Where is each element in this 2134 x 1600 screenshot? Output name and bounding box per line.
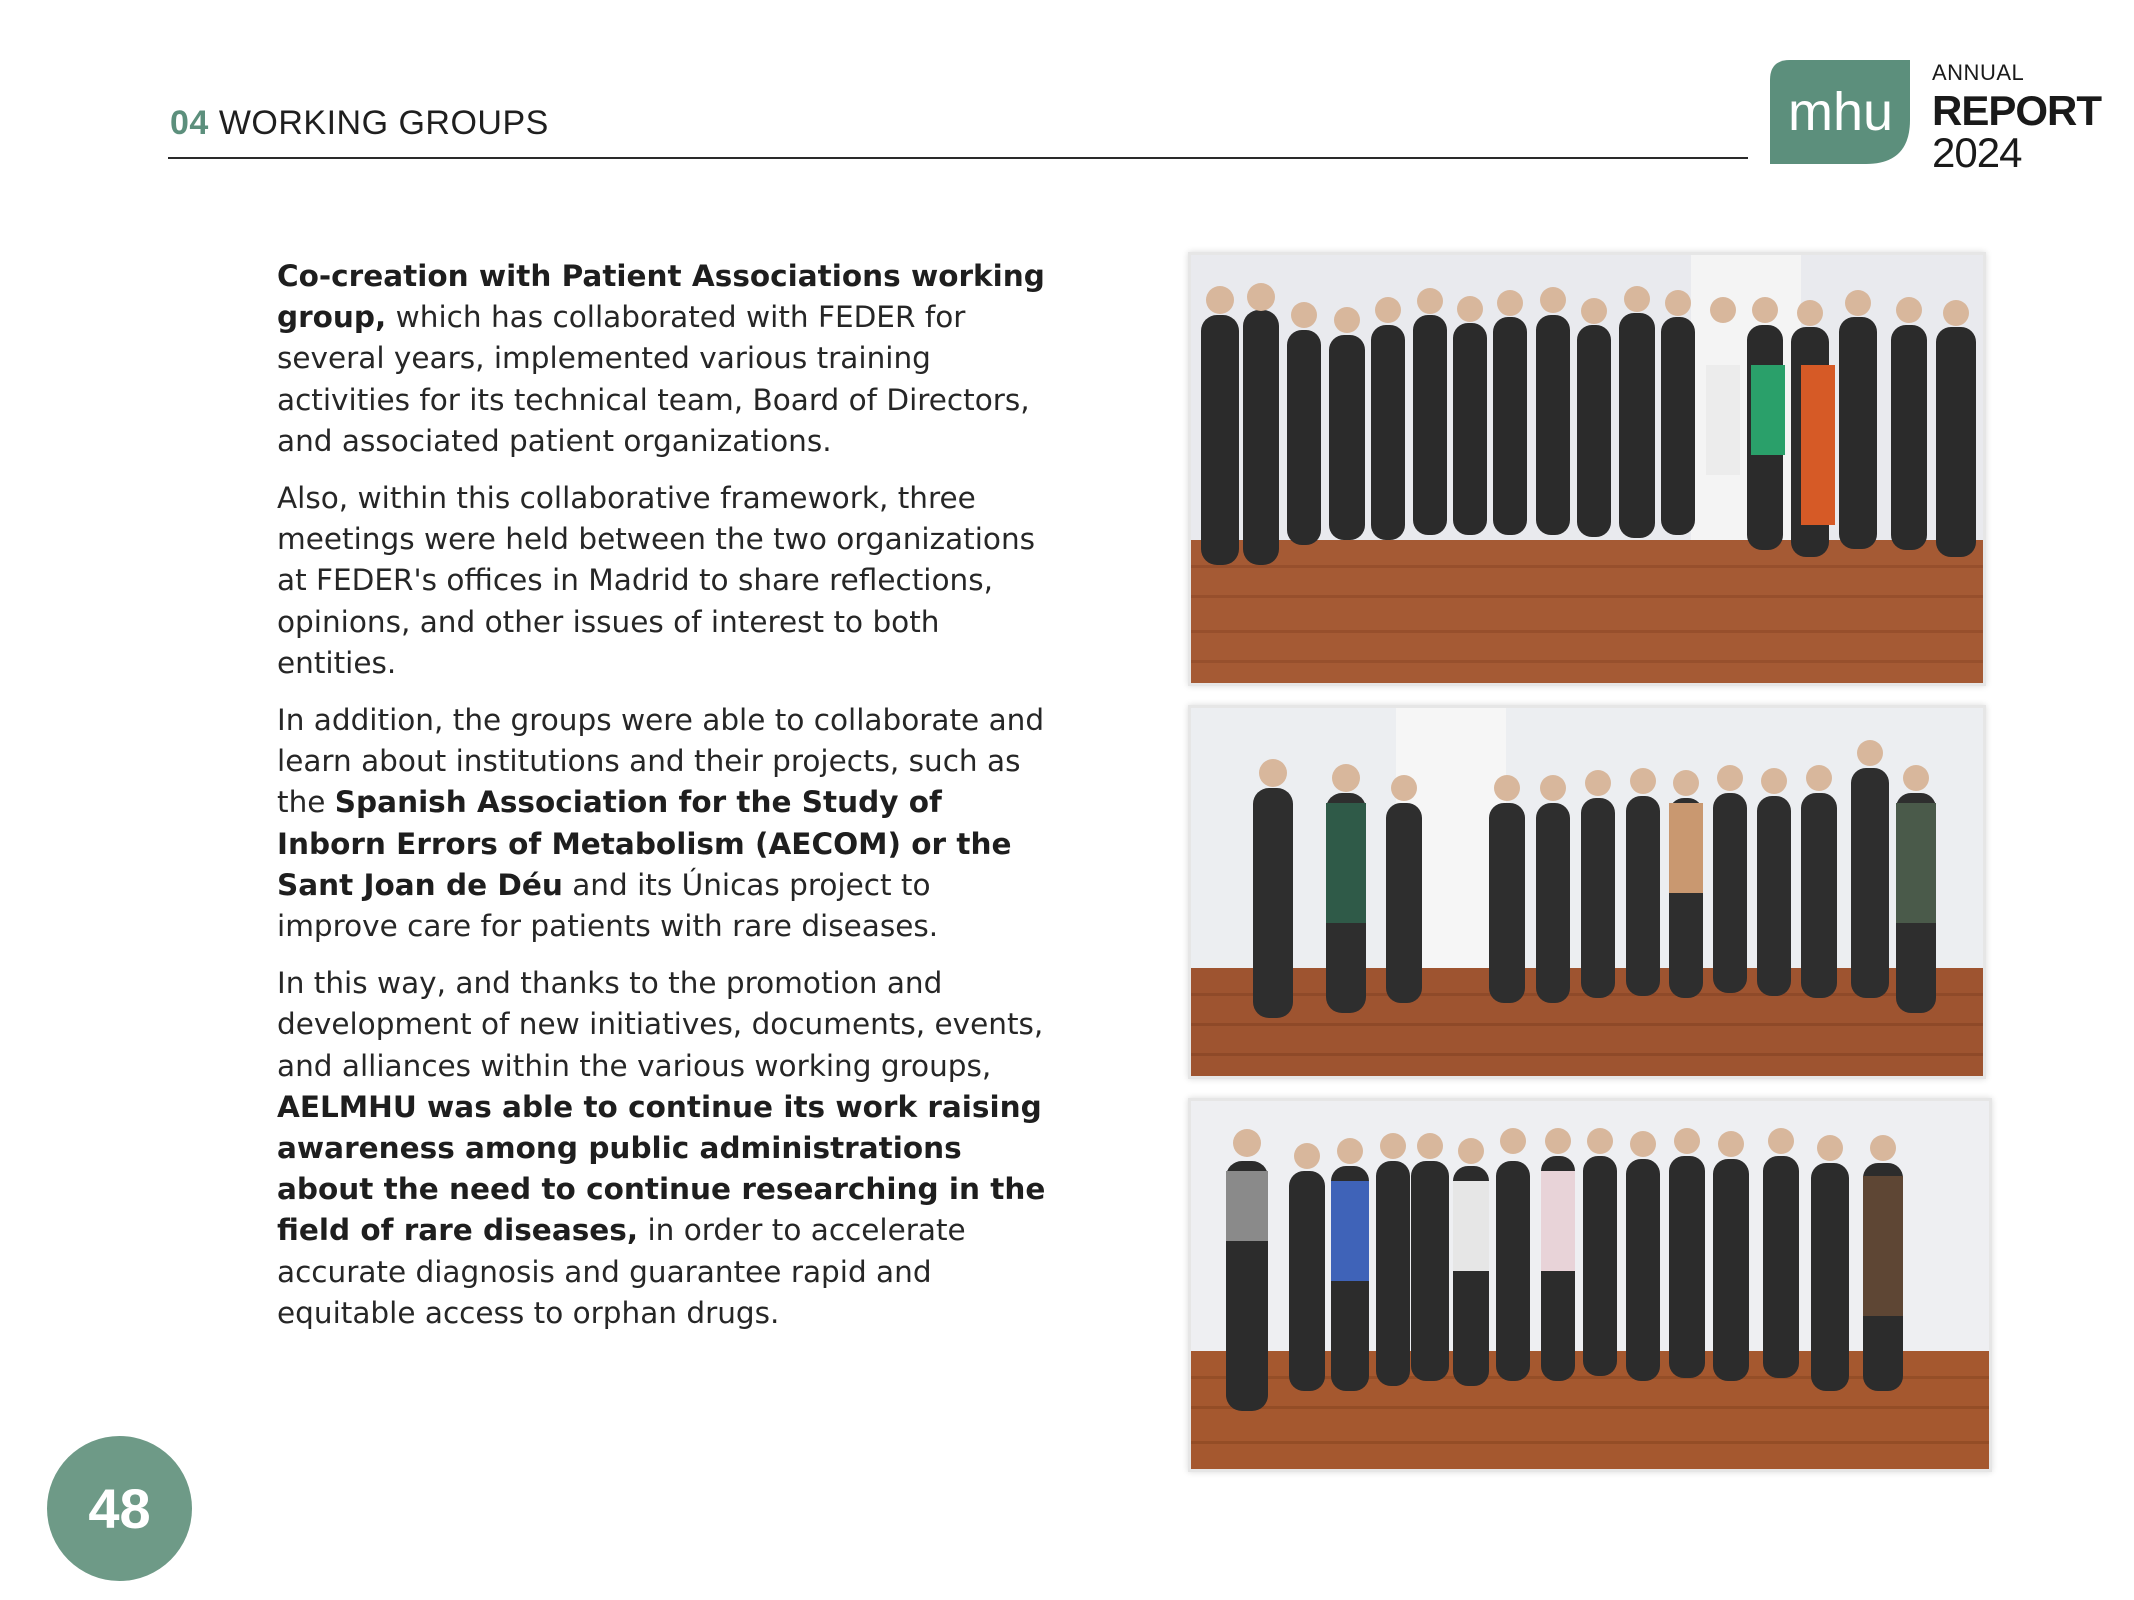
paragraph-1 <box>277 256 1057 462</box>
section-title: WORKING GROUPS <box>218 104 549 142</box>
paragraph-3-bold: Spanish Association for the Study of Inborn Errors of Metabolism (AECOM) or the Sant Joan de Déu <box>277 785 1012 902</box>
paragraph-2 <box>277 478 1057 684</box>
paragraph-4 <box>277 963 1057 1334</box>
mhu-logo-icon <box>1770 60 1910 164</box>
paragraph-3 <box>277 700 1057 947</box>
logo-annual: ANNUAL <box>1932 60 2025 85</box>
paragraph-4-text-before: In this way, and thanks to the promotion and development of new initiatives, documents, events, and alliances within the various working groups, <box>277 966 1044 1083</box>
body-text <box>277 256 1057 1350</box>
page-number: 48 <box>88 1477 151 1540</box>
section-header <box>170 104 549 143</box>
logo-report: REPORT <box>1932 87 2102 134</box>
paragraph-2-text: Also, within this collaborative framework, three meetings were held between the two organizations at FEDER's offices in Madrid to share reflections, opinions, and other issues of interest to both entities. <box>277 481 1036 680</box>
group-photo-3 <box>1188 1098 1992 1472</box>
paragraph-3-text-after: and its Únicas project to improve care for patients with rare diseases. <box>277 867 939 944</box>
paragraph-4-bold: AELMHU was able to continue its work raising awareness among public administrations about the need to continue researching in the field of rare diseases, <box>277 1089 1046 1248</box>
paragraph-1-bold: Co-creation with Patient Associations working group, <box>277 259 1045 335</box>
group-photo-1 <box>1188 252 1986 686</box>
annual-report-label <box>1932 60 2101 174</box>
paragraph-3-text-before: In addition, the groups were able to collaborate and learn about institutions and their projects, such as the <box>277 703 1045 820</box>
group-photo-2 <box>1188 705 1986 1079</box>
paragraph-1-text: which has collaborated with FEDER for several years, implemented various training activities for its technical team, Board of Directors, and associated patient organizations. <box>277 300 1030 458</box>
logo-brand-text: mhu <box>1788 82 1894 142</box>
page-number-badge <box>47 1436 192 1581</box>
paragraph-4-text-after: in order to accelerate accurate diagnosis and guarantee rapid and equitable access to orphan drugs. <box>277 1213 966 1330</box>
logo-year: 2024 <box>1932 129 2022 176</box>
section-number: 04 <box>170 104 209 142</box>
header-divider <box>168 157 1748 159</box>
